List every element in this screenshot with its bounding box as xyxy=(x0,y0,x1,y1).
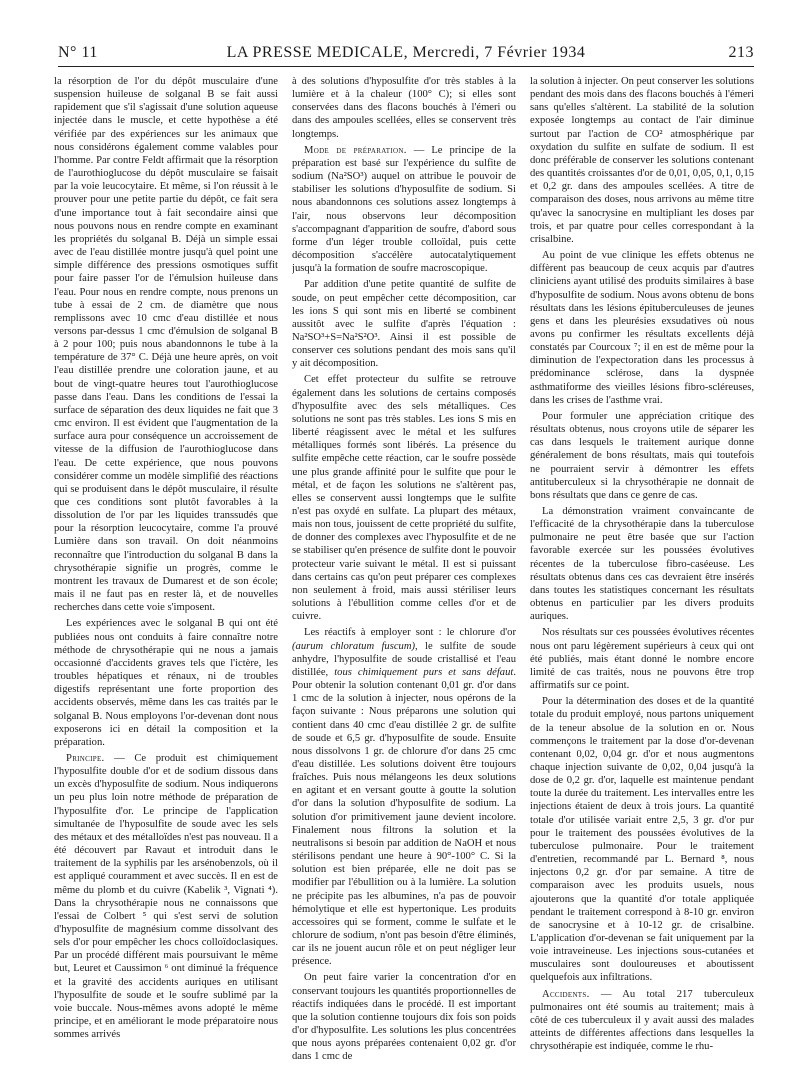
paragraph: Pour formuler une appréciation critique des résultats obtenus, nous croyons utile de séparer les cas dans lesquels le traitement aurique donne généralement de bons résultats, mais qui toutefois ne pourraient servir à démontrer les effets antituberculeux si la chrysothérapie ne donnait de bons résultats que dans ce genre de cas. xyxy=(530,410,754,501)
paragraph: la résorption de l'or du dépôt musculaire d'une suspension huileuse de solganal B se fait aussi rapidement que s'il s'agissait d'une solution aqueuse injectée dans le muscle, et cette hypothèse a été vérifiée par des expériences sur les animaux que nous considérons également comme valables pour l'homme. Par contre Feldt affirmait que la résorption de l'aurothioglucose du dépôt musculaire se faisait par la voie leucocytaire. Et même, si l'on réussit à le prouver pour une petite partie du dépôt, ce fait sera d'une importance tout à fait secondaire ainsi que nous pouvons nous en rendre compte en examinant les propriétés du solganal B. Déjà un simple essai avec de l'eau distillée montre jusqu'à quel point une simple différence des pressions osmotiques suffit pour faire passer l'or de l'émulsion huileuse dans l'eau. Pour nous en rendre compte, nous prenons un tube à essai de 2 cm. de diamètre que nous remplissons avec 10 cmc d'eau distillée et nous versons par-dessus 1 cmc d'émulsion de solganal B à 2 pour 100; puis nous abandonnons le tube à la température de 37° C. Déjà une heure après, on voit l'eau distillée prendre une coloration jaune, et au bout de vingt-quatre heures tout l'aurothioglucose passe dans l'eau. Dans les conditions de l'essai la surface de séparation des deux liquides ne fait que 3 cmc environ. Il est évident que l'augmentation de la surface aura pour conséquence un accroissement de vitesse de la diffusion de l'aurothioglucose dans l'eau. De cette expérience, que nous pouvons considérer comme un modèle simplifié des réactions qui se produisent dans le dépôt musculaire, il résulte que ces conditions sont plutôt favorables à la dissolution de l'or par les liquides transsudés que pour la résorption leucocytaire, comme l'a prouvé Lumière dans son travail. On doit néanmoins reconnaître que l'introduction du solganal B dans la chrysothérapie signifie un progrès, comme le montrent les travaux de Dumarest et de son école; mais il ne faut pas en rester là, et de nouvelles recherches dans cette voie s'imposent. xyxy=(54,76,278,614)
journal-title: LA PRESSE MEDICALE, Mercredi, 7 Février 1934 xyxy=(226,44,586,61)
section-heading: Principe. xyxy=(66,752,105,764)
paragraph: Nos résultats sur ces poussées évolutives récentes nous ont paru légèrement supérieurs à ceux qui ont été publiés, mais étant donné le nombre encore limité de cas traités, nous ne pouvons être trop affirmatifs sur ce point. xyxy=(530,627,754,692)
paragraph: à des solutions d'hyposulfite d'or très stables à la lumière et à la chaleur (100° C); si elles sont conservées dans des flacons bouchés à l'émeri ou dans des ampoules scellées, elles se conservent très longtemps. xyxy=(292,76,516,140)
paragraph: Par addition d'une petite quantité de sulfite de soude, on peut empêcher cette décomposition, car les ions S qui sont mis en liberté se combinent aussitôt avec le sulfite d'après l'équation : Na²SO³+S=Na²S²O³. Ainsi il est possible de conserver ces solutions pendant des mois sans qu'il y ait décomposition. xyxy=(292,279,516,370)
paragraph-text: — Ce produit est chimiquement l'hyposulfite double d'or et de sodium dissous dans un excès d'hyposulfite de sodium. Nous indiquerons un peu plus loin notre méthode de préparation de l'hyposulfite d'or. Le principe de l'application simultanée de l'hyposulfite de soude avec les sels des métaux et des métalloïdes n'est pas nouveau. Il a été découvert par Ravaut et introduit dans le traitement de la syphilis par les arsénobenzols, où il est appliqué couramment et avec succès. Il en est de même du plomb et du cuivre (Kabelik ³, Vignati ⁴). Dans la chrysothérapie nous ne connaissons que l'essai de Colbert ⁵ qui s'est servi de solution d'hyposulfite de magnésium comme dissolvant des sels d'or pour empêcher les chocs colloïdoclasiques. Par un procédé différent mais poursuivant le même but, Leuret et Caussimon ⁶ ont diminué la fréquence et la gravité des accidents auriques en utilisant l'hyposulfite de soude et le soufre sublimé par la voie buccale. Nous-mêmes avons adopté le même principe, et en améliorant le mode préparatoire nous sommes arrivés xyxy=(54,752,278,1041)
paragraph: Les expériences avec le solganal B qui ont été publiées nous ont conduits à faire connaître notre méthode de chrysothérapie qui ne nous a jamais occasionné d'accidents graves tels que l'ictère, les troubles hépatiques et rénaux, ni de troubles digestifs représentant une forte proportion des accidents observés, même dans les cas traités par le solganal B. Nous employons l'or-devenan dont nous exposerons ici en détail la composition et la préparation. xyxy=(54,618,278,748)
section-heading: Accidents. xyxy=(542,988,590,1000)
paragraph: On peut faire varier la concentration d'or en conservant toujours les quantités proportionnelles de réactifs indiquées dans le procédé. Il est important que la solution contienne toujours dix fois son poids d'or d'hyposulfite. Les solutions les plus concentrées que nous ayons préparées contenaient 0,02 gr. d'or dans 1 cmc de xyxy=(292,972,516,1063)
section-heading: Mode de préparation. xyxy=(304,144,407,156)
page-number: 213 xyxy=(728,44,754,61)
paragraph xyxy=(292,626,516,968)
italic-text: tous chimiquement purs et sans défaut xyxy=(334,666,514,678)
running-header xyxy=(58,44,754,67)
paragraph xyxy=(292,144,516,276)
issue-number: N° 11 xyxy=(58,44,98,61)
paragraph-text: Les réactifs à employer sont : le chlorure d'or xyxy=(304,627,516,639)
paragraph-text: . Pour obtenir la solution contenant 0,01 gr. d'or dans 1 cmc de la solution à injecter, nous opérons de la façon suivante : Nous préparons une solution qui contient dans 40 cmc d'eau distillée 2 gr. de sulfite de soude et 6,5 gr. d'hyposulfite de soude. Ensuite nous dissolvons 1 gr. de chlorure d'or dans 25 cmc d'eau distillée. Les solutions doivent être toujours fraîches. Puis nous mélangeons les deux solutions en agitant et en versant goutte à goutte la solution d'or dans la solution d'hyposulfite de sodium. La solution d'or primitivement jaune devient incolore. Finalement nous filtrons la solution et la neutralisons si besoin par addition de NaOH et nous stérilisons pendant une heure à 90°-100° C. Si la solution est bien préparée, elle ne doit pas se modifier par l'ébullition ou à la lumière. La solution ne précipite pas les albumines, n'a pas de pouvoir hémolytique et elle est hypertonique. Les produits accessoires qui se forment, comme le sulfate et le chlorure de sodium, n'ont pas besoin d'être éliminés, car ils ne jouent aucun rôle et on peut négliger leur présence. xyxy=(292,666,516,968)
article-columns xyxy=(54,75,754,1070)
paragraph: Pour la détermination des doses et de la quantité totale du produit employé, nous partons uniquement de la teneur absolue de la solution en or. Nous commençons le traitement par la dose d'or-devenan contenant 0,02, 0,04 gr. d'or et nous augmentons chaque injection suivante de 0,02, 0,04 jusqu'à la dose de 0,2 gr. d'or, laquelle est maintenue pendant toute la durée du traitement. Les intervalles entre les injections étaient de deux à trois jours. La quantité totale d'or utilisée variait entre 2,5, 3 gr. d'or pur pour le traitement des poussées évolutives de la tuberculose pulmonaire. Pour le traitement d'entretien, recommandé par L. Bernard ⁸, nous injectons 0,2 gr. d'or par semaine. A titre de comparaison avec les produits usuels, nous ajouterons que la quantité d'or totale appliquée pendant le traitement correspond à 8-10 gr. environ de sanocrysine et à 10-12 gr. de crisalbine. L'application d'or-devenan se fait uniquement par la voie intraveineuse. Les injections sous-cutanées et musculaires sont douloureuses et aboutissent quelquefois aux infiltrations. xyxy=(530,696,754,984)
paragraph xyxy=(54,752,278,1041)
paragraph-text: — Le principe de la préparation est basé sur l'expérience du sulfite de sodium (Na²SO³) auquel on attribue le pouvoir de stabiliser les solutions d'hyposulfite de sodium. Si nous abandonnons ces solutions assez longtemps à l'air, nous observons leur décomposition s'accompagnant d'apparition de soufre, d'abord sous forme d'un léger trouble colloïdal, puis cette décomposition s'accélère autocatalytiquement jusqu'à la formation de soufre macroscopique. xyxy=(292,144,516,275)
paragraph xyxy=(530,988,754,1054)
paragraph: la solution à injecter. On peut conserver les solutions pendant des mois dans des flacons bouchés à l'émeri sans qu'elles s'altèrent. La stabilité de la solution exposée longtemps au contact de l'air diminue surtout par l'action de CO² atmosphérique par oxydation du sulfite en sulfate de sodium. Il est donc préférable de conserver les solutions contenant des quantités croissantes d'or de 0,01, 0,05, 0,1, 0,15 et 0,2 gr. dans des ampoules scellées. A titre de comparaison des doses, nous arrivons au même titre qu'avec la sanocrysine en multipliant les doses par trois, et par quatre pour celles correspondant à la crisalbine. xyxy=(530,76,754,245)
paragraph: La démonstration vraiment convaincante de l'efficacité de la chrysothérapie dans la tuberculose pulmonaire ne peut être basée que sur l'action favorable exercée sur les poussées évolutives récentes de la tuberculose fibro-caséeuse. Les résultats obtenus dans ces cas devraient être insérés dans toutes les statistiques concernant les résultats obtenus en particulier par les divers produits auriques. xyxy=(530,506,754,623)
paragraph: Au point de vue clinique les effets obtenus ne diffèrent pas beaucoup de ceux acquis par d'autres cliniciens ayant utilisé des produits similaires à base d'hyposulfite de sodium. Nous avons obtenu de bons résultats dans les lésions épituberculeuses de jeunes gens et dans les pleurésies exsudatives où nous avons pu confirmer les résultats excellents déjà constatés par Courcoux ⁷; il en est de même pour la diminution de l'expectoration dans les processus à prédominance sclérose, dans la dyspnée asthmatiforme des vieilles lésions fibro-scléreuses, dans les crises de l'asthme vrai. xyxy=(530,250,754,406)
column-1 xyxy=(54,75,278,1070)
paragraph: Cet effet protecteur du sulfite se retrouve également dans les solutions de certains composés d'hyposulfite avec des sels métalliques. Ces solutions ne sont pas très stables. Les ions S mis en liberté réagissent avec le métal et les sulfures métalliques formés sont libérés. La présence du sulfite empêche cette réaction, car le soufre possède une plus grande affinité pour le sulfite que pour le métal, et de façon les solutions ne s'altèrent pas, elles se conservent aussi longtemps que le sulfite n'est pas oxydé en sulfate. La plupart des métaux, mais non tous, jouissent de cette propriété du sulfite, de donner des complexes avec l'hyposulfite et de ne se stabiliser qu'en présence de sulfite dont le pouvoir protecteur varie suivant le métal. Il est si puissant dans certains cas qu'on peut préparer ces complexes non seulement à froid, mais aussi stériliser leurs solutions à l'ébullition comme celles d'or et de cuivre. xyxy=(292,374,516,623)
column-3 xyxy=(530,75,754,1070)
paragraph-text: — Au total 217 tuberculeux pulmonaires ont été soumis au traitement; mais à côté de ces tuberculeux il y avait aussi des malades atteints de différentes affections dans lesquelles la chrysothérapie est indiquée, comme le rhu- xyxy=(530,988,754,1053)
italic-text: (aurum chloratum fuscum) xyxy=(292,640,416,652)
column-2 xyxy=(292,75,516,1070)
paragraph-text: , le sulfite de soude anhydre, l'hyposulfite de soude cristallisé et l'eau distillée, xyxy=(292,640,516,678)
